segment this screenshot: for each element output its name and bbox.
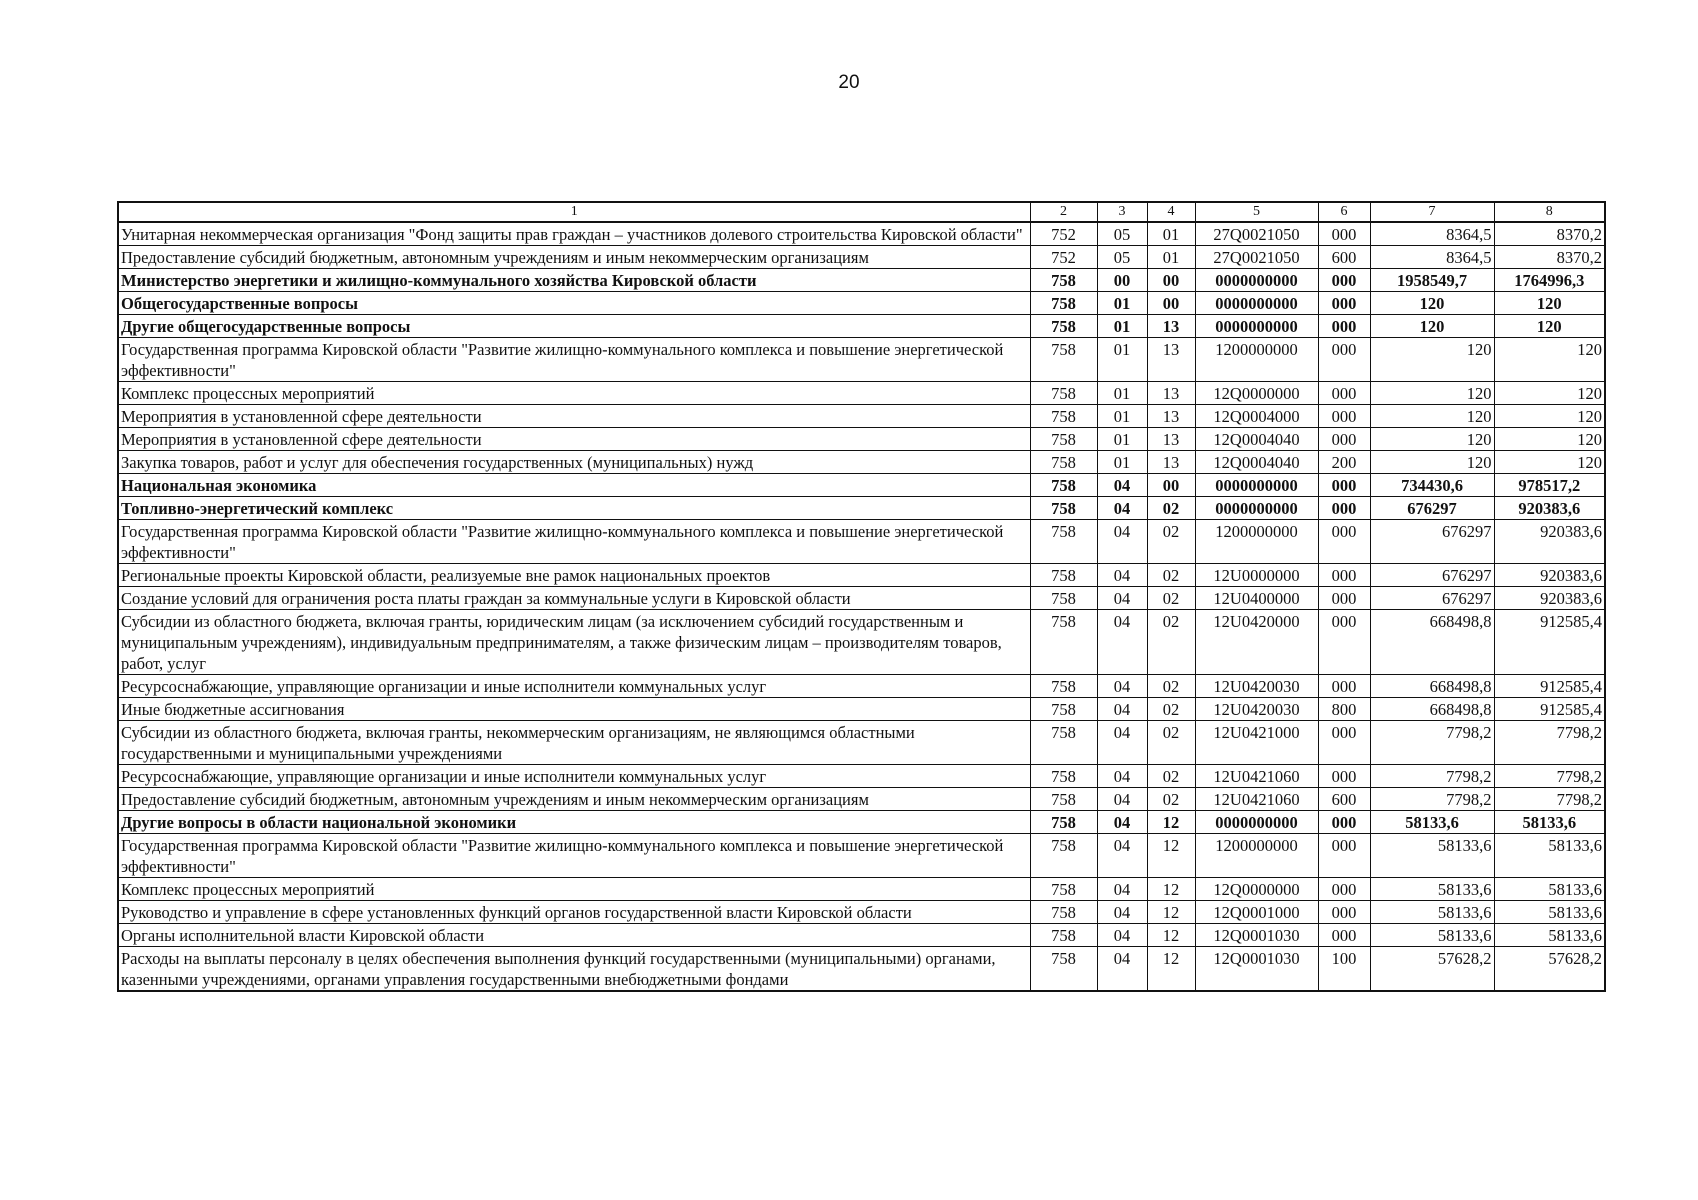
row-code-cell-6: 000 [1318,497,1370,520]
row-code-cell-6: 000 [1318,269,1370,292]
row-amount-cell-8: 912585,4 [1494,698,1605,721]
row-code-cell-3: 04 [1097,834,1147,878]
row-code-cell-3: 04 [1097,520,1147,564]
row-amount-cell-7: 8364,5 [1370,222,1494,246]
budget-table [117,201,1606,992]
header-cell-8: 8 [1494,202,1605,222]
row-amount-cell-8: 920383,6 [1494,587,1605,610]
row-amount-cell-7: 58133,6 [1370,878,1494,901]
row-name-cell: Унитарная некоммерческая организация "Фонд защиты прав граждан – участников долевого строительства Кировской области" [118,222,1030,246]
row-code-cell-4: 02 [1147,698,1195,721]
row-code-cell-6: 000 [1318,610,1370,675]
row-code-cell-4: 12 [1147,924,1195,947]
row-name-cell: Государственная программа Кировской области "Развитие жилищно-коммунального комплекса и повышение энергетической эффективности" [118,338,1030,382]
row-amount-cell-8: 978517,2 [1494,474,1605,497]
row-code-cell-2: 758 [1030,474,1097,497]
row-code-cell-2: 758 [1030,497,1097,520]
row-amount-cell-8: 120 [1494,451,1605,474]
row-name-cell: Национальная экономика [118,474,1030,497]
row-code-cell-4: 02 [1147,497,1195,520]
row-code-cell-3: 04 [1097,901,1147,924]
row-amount-cell-7: 120 [1370,382,1494,405]
row-code-cell-3: 04 [1097,924,1147,947]
row-name-cell: Субсидии из областного бюджета, включая гранты, некоммерческим организациям, не являющимся областными государственными и муниципальными учреждениями [118,721,1030,765]
table-row [118,292,1605,315]
table-row [118,924,1605,947]
row-code-cell-5: 12U0421000 [1195,721,1318,765]
row-amount-cell-8: 120 [1494,382,1605,405]
row-code-cell-3: 04 [1097,675,1147,698]
row-amount-cell-7: 120 [1370,292,1494,315]
row-code-cell-2: 758 [1030,878,1097,901]
row-amount-cell-7: 7798,2 [1370,721,1494,765]
row-code-cell-2: 758 [1030,292,1097,315]
row-amount-cell-8: 120 [1494,428,1605,451]
row-code-cell-2: 758 [1030,587,1097,610]
row-amount-cell-8: 57628,2 [1494,947,1605,992]
table-row [118,675,1605,698]
row-code-cell-5: 12Q0004000 [1195,405,1318,428]
row-code-cell-4: 13 [1147,451,1195,474]
table-row [118,765,1605,788]
row-amount-cell-7: 676297 [1370,587,1494,610]
row-code-cell-5: 12Q0001000 [1195,901,1318,924]
row-name-cell: Предоставление субсидий бюджетным, автономным учреждениям и иным некоммерческим организациям [118,246,1030,269]
table-row [118,610,1605,675]
row-code-cell-3: 04 [1097,811,1147,834]
row-code-cell-2: 758 [1030,564,1097,587]
table-row [118,338,1605,382]
row-code-cell-3: 04 [1097,497,1147,520]
table-row [118,878,1605,901]
row-code-cell-5: 12Q0004040 [1195,428,1318,451]
row-amount-cell-8: 120 [1494,338,1605,382]
row-name-cell: Расходы на выплаты персоналу в целях обеспечения выполнения функций государственными (муниципальными) органами, казенными учреждениями, органами управления государственными внебюджетными фондами [118,947,1030,992]
row-code-cell-4: 00 [1147,474,1195,497]
row-code-cell-6: 000 [1318,924,1370,947]
row-code-cell-6: 000 [1318,675,1370,698]
row-code-cell-3: 04 [1097,721,1147,765]
row-code-cell-3: 05 [1097,246,1147,269]
row-name-cell: Государственная программа Кировской области "Развитие жилищно-коммунального комплекса и повышение энергетической эффективности" [118,520,1030,564]
row-amount-cell-7: 58133,6 [1370,811,1494,834]
row-code-cell-2: 758 [1030,924,1097,947]
row-code-cell-3: 04 [1097,474,1147,497]
row-code-cell-6: 000 [1318,405,1370,428]
row-code-cell-2: 758 [1030,428,1097,451]
row-amount-cell-7: 58133,6 [1370,834,1494,878]
row-name-cell: Закупка товаров, работ и услуг для обеспечения государственных (муниципальных) нужд [118,451,1030,474]
row-code-cell-4: 12 [1147,878,1195,901]
row-amount-cell-8: 912585,4 [1494,610,1605,675]
row-code-cell-5: 12U0421060 [1195,765,1318,788]
row-code-cell-6: 000 [1318,587,1370,610]
table-row [118,947,1605,992]
row-code-cell-3: 05 [1097,222,1147,246]
row-code-cell-4: 12 [1147,947,1195,992]
table-row [118,405,1605,428]
row-code-cell-4: 13 [1147,382,1195,405]
row-name-cell: Другие общегосударственные вопросы [118,315,1030,338]
row-code-cell-6: 000 [1318,765,1370,788]
row-code-cell-5: 12U0000000 [1195,564,1318,587]
row-code-cell-3: 04 [1097,564,1147,587]
row-code-cell-4: 02 [1147,587,1195,610]
header-cell-2: 2 [1030,202,1097,222]
row-code-cell-3: 01 [1097,451,1147,474]
row-code-cell-3: 04 [1097,698,1147,721]
header-cell-7: 7 [1370,202,1494,222]
row-amount-cell-8: 920383,6 [1494,564,1605,587]
header-cell-3: 3 [1097,202,1147,222]
row-code-cell-5: 12U0420030 [1195,675,1318,698]
row-code-cell-2: 758 [1030,610,1097,675]
row-code-cell-6: 600 [1318,788,1370,811]
row-amount-cell-7: 120 [1370,338,1494,382]
row-code-cell-5: 12Q0000000 [1195,382,1318,405]
row-amount-cell-7: 58133,6 [1370,901,1494,924]
row-amount-cell-7: 57628,2 [1370,947,1494,992]
row-code-cell-6: 000 [1318,834,1370,878]
table-row [118,564,1605,587]
row-code-cell-5: 27Q0021050 [1195,246,1318,269]
row-name-cell: Субсидии из областного бюджета, включая гранты, юридическим лицам (за исключением субсидий государственным и муниципальным учреждениям), индивидуальным предпринимателям, а также физическим лицам – производителям товаров, работ, услуг [118,610,1030,675]
row-code-cell-6: 000 [1318,222,1370,246]
row-code-cell-5: 27Q0021050 [1195,222,1318,246]
row-name-cell: Комплекс процессных мероприятий [118,878,1030,901]
row-code-cell-6: 000 [1318,721,1370,765]
row-name-cell: Руководство и управление в сфере установленных функций органов государственной власти Кировской области [118,901,1030,924]
row-code-cell-2: 758 [1030,675,1097,698]
row-code-cell-2: 758 [1030,315,1097,338]
row-code-cell-5: 12Q0000000 [1195,878,1318,901]
row-code-cell-6: 000 [1318,382,1370,405]
row-code-cell-6: 000 [1318,564,1370,587]
row-amount-cell-8: 912585,4 [1494,675,1605,698]
row-code-cell-2: 758 [1030,947,1097,992]
header-cell-6: 6 [1318,202,1370,222]
header-cell-1: 1 [118,202,1030,222]
row-amount-cell-8: 58133,6 [1494,878,1605,901]
row-amount-cell-8: 8370,2 [1494,246,1605,269]
row-code-cell-4: 01 [1147,246,1195,269]
row-code-cell-5: 12Q0001030 [1195,947,1318,992]
row-code-cell-6: 800 [1318,698,1370,721]
row-amount-cell-8: 58133,6 [1494,901,1605,924]
row-amount-cell-8: 920383,6 [1494,520,1605,564]
row-code-cell-4: 02 [1147,721,1195,765]
row-code-cell-2: 758 [1030,520,1097,564]
row-code-cell-4: 02 [1147,765,1195,788]
row-code-cell-6: 000 [1318,878,1370,901]
row-code-cell-5: 12U0420030 [1195,698,1318,721]
row-amount-cell-7: 1958549,7 [1370,269,1494,292]
row-code-cell-4: 00 [1147,292,1195,315]
row-name-cell: Органы исполнительной власти Кировской области [118,924,1030,947]
table-row [118,901,1605,924]
row-code-cell-6: 000 [1318,520,1370,564]
row-code-cell-6: 200 [1318,451,1370,474]
row-code-cell-2: 758 [1030,698,1097,721]
row-amount-cell-8: 120 [1494,292,1605,315]
row-code-cell-4: 13 [1147,428,1195,451]
row-code-cell-5: 1200000000 [1195,834,1318,878]
row-code-cell-2: 758 [1030,765,1097,788]
row-amount-cell-8: 1764996,3 [1494,269,1605,292]
row-code-cell-3: 01 [1097,428,1147,451]
row-code-cell-4: 13 [1147,405,1195,428]
row-code-cell-4: 12 [1147,811,1195,834]
row-amount-cell-7: 58133,6 [1370,924,1494,947]
row-amount-cell-8: 8370,2 [1494,222,1605,246]
row-amount-cell-7: 734430,6 [1370,474,1494,497]
table-row [118,428,1605,451]
row-amount-cell-7: 668498,8 [1370,675,1494,698]
row-code-cell-5: 1200000000 [1195,520,1318,564]
row-name-cell: Ресурсоснабжающие, управляющие организации и иные исполнители коммунальных услуг [118,765,1030,788]
row-amount-cell-7: 668498,8 [1370,610,1494,675]
row-amount-cell-8: 7798,2 [1494,765,1605,788]
row-code-cell-4: 02 [1147,788,1195,811]
row-code-cell-3: 01 [1097,382,1147,405]
row-amount-cell-8: 120 [1494,405,1605,428]
row-amount-cell-7: 668498,8 [1370,698,1494,721]
row-code-cell-5: 12Q0001030 [1195,924,1318,947]
row-code-cell-2: 758 [1030,721,1097,765]
row-code-cell-6: 000 [1318,315,1370,338]
row-name-cell: Мероприятия в установленной сфере деятельности [118,405,1030,428]
row-code-cell-5: 12U0420000 [1195,610,1318,675]
header-row [118,202,1605,222]
row-amount-cell-7: 676297 [1370,497,1494,520]
row-code-cell-6: 000 [1318,338,1370,382]
row-code-cell-6: 000 [1318,292,1370,315]
row-code-cell-3: 04 [1097,788,1147,811]
table-body [118,222,1605,991]
row-name-cell: Региональные проекты Кировской области, реализуемые вне рамок национальных проектов [118,564,1030,587]
row-code-cell-6: 000 [1318,474,1370,497]
row-code-cell-5: 1200000000 [1195,338,1318,382]
row-amount-cell-7: 120 [1370,405,1494,428]
row-code-cell-3: 01 [1097,405,1147,428]
row-code-cell-5: 0000000000 [1195,497,1318,520]
row-code-cell-4: 01 [1147,222,1195,246]
table-row [118,451,1605,474]
row-code-cell-2: 758 [1030,269,1097,292]
row-code-cell-5: 0000000000 [1195,811,1318,834]
row-code-cell-3: 01 [1097,338,1147,382]
table-row [118,497,1605,520]
row-name-cell: Комплекс процессных мероприятий [118,382,1030,405]
row-code-cell-3: 04 [1097,610,1147,675]
row-code-cell-6: 600 [1318,246,1370,269]
row-amount-cell-7: 8364,5 [1370,246,1494,269]
row-code-cell-6: 000 [1318,901,1370,924]
row-code-cell-5: 12U0421060 [1195,788,1318,811]
row-amount-cell-8: 7798,2 [1494,788,1605,811]
table-row [118,834,1605,878]
table-row [118,382,1605,405]
row-amount-cell-8: 7798,2 [1494,721,1605,765]
row-code-cell-4: 02 [1147,564,1195,587]
table-row [118,474,1605,497]
row-code-cell-3: 04 [1097,878,1147,901]
row-code-cell-2: 752 [1030,222,1097,246]
row-name-cell: Другие вопросы в области национальной экономики [118,811,1030,834]
row-code-cell-3: 04 [1097,947,1147,992]
table-row [118,587,1605,610]
row-amount-cell-8: 120 [1494,315,1605,338]
row-amount-cell-8: 58133,6 [1494,834,1605,878]
table-row [118,698,1605,721]
table-row [118,246,1605,269]
row-amount-cell-7: 120 [1370,315,1494,338]
table-row [118,269,1605,292]
row-code-cell-2: 752 [1030,246,1097,269]
row-amount-cell-7: 120 [1370,451,1494,474]
table-row [118,222,1605,246]
row-code-cell-3: 01 [1097,315,1147,338]
row-code-cell-3: 04 [1097,587,1147,610]
row-code-cell-5: 0000000000 [1195,474,1318,497]
row-code-cell-3: 01 [1097,292,1147,315]
row-amount-cell-8: 920383,6 [1494,497,1605,520]
row-code-cell-4: 02 [1147,520,1195,564]
table-row [118,721,1605,765]
header-cell-4: 4 [1147,202,1195,222]
row-name-cell: Общегосударственные вопросы [118,292,1030,315]
row-code-cell-4: 00 [1147,269,1195,292]
row-code-cell-2: 758 [1030,834,1097,878]
row-name-cell: Предоставление субсидий бюджетным, автономным учреждениям и иным некоммерческим организациям [118,788,1030,811]
row-name-cell: Мероприятия в установленной сфере деятельности [118,428,1030,451]
row-code-cell-2: 758 [1030,382,1097,405]
row-amount-cell-7: 676297 [1370,520,1494,564]
row-code-cell-2: 758 [1030,811,1097,834]
row-amount-cell-7: 676297 [1370,564,1494,587]
row-name-cell: Создание условий для ограничения роста платы граждан за коммунальные услуги в Кировской области [118,587,1030,610]
row-code-cell-6: 100 [1318,947,1370,992]
row-code-cell-5: 12U0400000 [1195,587,1318,610]
row-name-cell: Топливно-энергетический комплекс [118,497,1030,520]
row-name-cell: Министерство энергетики и жилищно-коммунального хозяйства Кировской области [118,269,1030,292]
table-header [118,202,1605,222]
row-code-cell-4: 12 [1147,901,1195,924]
table-row [118,315,1605,338]
table-row [118,811,1605,834]
row-code-cell-2: 758 [1030,451,1097,474]
row-code-cell-2: 758 [1030,901,1097,924]
row-code-cell-5: 0000000000 [1195,315,1318,338]
row-code-cell-4: 13 [1147,315,1195,338]
row-code-cell-5: 0000000000 [1195,269,1318,292]
row-code-cell-5: 12Q0004040 [1195,451,1318,474]
row-amount-cell-8: 58133,6 [1494,924,1605,947]
row-amount-cell-7: 7798,2 [1370,788,1494,811]
table-row [118,788,1605,811]
row-code-cell-4: 02 [1147,675,1195,698]
row-code-cell-3: 04 [1097,765,1147,788]
header-cell-5: 5 [1195,202,1318,222]
row-code-cell-2: 758 [1030,788,1097,811]
table-row [118,520,1605,564]
row-code-cell-4: 12 [1147,834,1195,878]
page-number: 20 [838,72,860,93]
row-code-cell-5: 0000000000 [1195,292,1318,315]
row-code-cell-6: 000 [1318,428,1370,451]
row-name-cell: Ресурсоснабжающие, управляющие организации и иные исполнители коммунальных услуг [118,675,1030,698]
row-name-cell: Иные бюджетные ассигнования [118,698,1030,721]
row-code-cell-2: 758 [1030,405,1097,428]
row-code-cell-3: 00 [1097,269,1147,292]
row-amount-cell-7: 7798,2 [1370,765,1494,788]
row-code-cell-2: 758 [1030,338,1097,382]
row-name-cell: Государственная программа Кировской области "Развитие жилищно-коммунального комплекса и повышение энергетической эффективности" [118,834,1030,878]
row-amount-cell-7: 120 [1370,428,1494,451]
row-amount-cell-8: 58133,6 [1494,811,1605,834]
row-code-cell-4: 13 [1147,338,1195,382]
row-code-cell-4: 02 [1147,610,1195,675]
row-code-cell-6: 000 [1318,811,1370,834]
